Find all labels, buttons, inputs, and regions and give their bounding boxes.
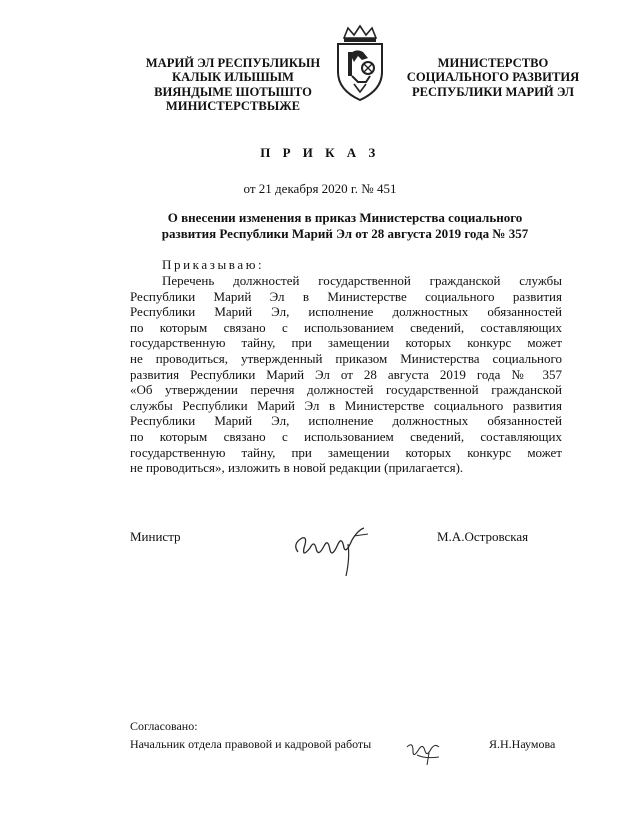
body-line: государственную тайну, при замещении которых конкурс может: [130, 335, 562, 351]
header-line: КАЛЫК ИЛЫШЫМ: [172, 70, 294, 85]
order-word: Приказываю:: [162, 257, 265, 272]
coat-of-arms-icon: [330, 24, 390, 104]
order-date-number: от 21 декабря 2020 г. № 451: [243, 181, 397, 196]
body-line: государственную тайну, при замещении которых конкурс может: [130, 444, 562, 460]
header-line: РЕСПУБЛИКИ МАРИЙ ЭЛ: [411, 84, 575, 99]
ministry-name-mari: [133, 56, 333, 114]
header-line: МИНИСТЕРСТВО: [437, 56, 549, 70]
body-line: развития Республики Марий Эл от 28 августа 2019 года № 357: [130, 366, 562, 382]
signature-image: [288, 518, 376, 578]
subject-line: развития Республики Марий Эл от 28 августа 2019 года № 357: [161, 226, 529, 241]
body-line: Перечень должностей государственной гражданской службы: [162, 273, 562, 288]
agreement-label: Согласовано:: [130, 719, 198, 733]
signer-position: Министр: [130, 529, 181, 544]
agreement-position: Начальник отдела правовой и кадровой работы: [130, 737, 372, 751]
order-body: [130, 273, 562, 476]
body-line: по которым связано с использованием сведений, составляющих: [130, 319, 562, 335]
subject-line: О внесении изменения в приказ Министерства социального: [167, 210, 523, 225]
body-line: не проводиться», изложить в новой редакции (прилагается).: [130, 460, 464, 476]
body-line: по которым связано с использованием сведений, составляющих: [130, 428, 562, 444]
header-line: МИНИСТЕРСТВЫЖЕ: [165, 99, 301, 114]
body-line: не проводиться, утвержденный приказом Министерства социального: [130, 350, 562, 366]
header-line: ВИЯНДЫМЕ ШОТЫШТО: [154, 84, 312, 99]
header-line: СОЦИАЛЬНОГО РАЗВИТИЯ: [406, 70, 580, 85]
signer-name: М.А.Островская: [437, 529, 529, 544]
order-subject: [130, 210, 560, 242]
body-line: Республики Марий Эл в Министерстве социального развития: [130, 288, 562, 304]
agreement-signature-image: [403, 733, 445, 767]
body-line: Республики Марий Эл, исполнение должностных обязанностей: [130, 413, 562, 429]
agreement-name: Я.Н.Наумова: [489, 737, 556, 751]
body-line: Республики Марий Эл, исполнение должностных обязанностей: [130, 304, 562, 320]
body-line: службы Республики Марий Эл в Министерстве социального развития: [130, 397, 562, 413]
header-line: МАРИЙ ЭЛ РЕСПУБЛИКЫН: [145, 56, 321, 70]
ministry-name-russian: [400, 56, 586, 99]
body-line: «Об утверждении перечня должностей государственной гражданской: [130, 382, 562, 398]
document-title: П Р И К А З: [260, 145, 380, 160]
